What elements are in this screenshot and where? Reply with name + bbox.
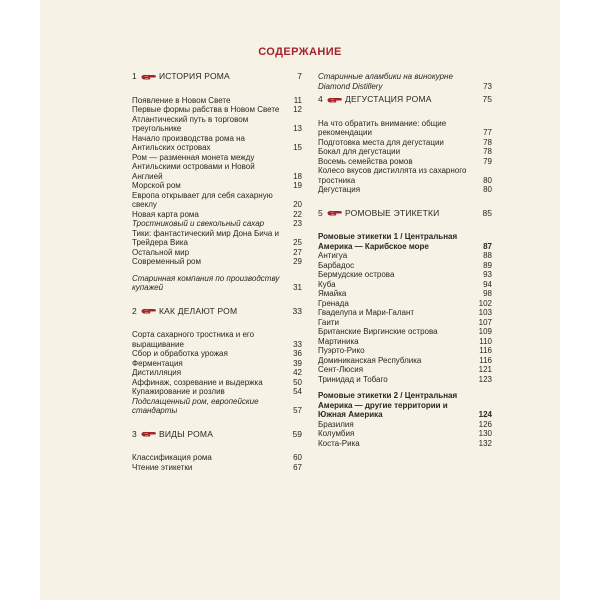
toc-entry[interactable] — [132, 330, 302, 349]
toc-entry-title: Начало производства рома на Антильских островах — [132, 133, 245, 152]
toc-entry-title: Ром — разменная монета между Антильскими островами и Новой Англией — [132, 152, 255, 181]
toc-entry-title: Колесо вкусов дистиллята из сахарного тростника — [318, 166, 467, 185]
toc-entry-page: 89 — [483, 260, 492, 270]
section-page: 75 — [482, 94, 492, 104]
toc-entry-title: Гренада — [318, 298, 349, 308]
page-title: СОДЕРЖАНИЕ — [258, 46, 342, 58]
toc-entry-title: Тринидад и Тобаго — [318, 374, 388, 384]
toc-entry[interactable] — [318, 318, 492, 328]
toc-entry-page: 27 — [293, 247, 302, 257]
toc-entry[interactable] — [318, 439, 492, 449]
toc-entry[interactable] — [132, 181, 302, 191]
toc-entry-title: Антигуа — [318, 251, 348, 260]
toc-entry-page: 109 — [478, 327, 492, 336]
section-number: 1 — [132, 71, 137, 81]
toc-entry-title: Колумбия — [318, 429, 355, 438]
toc-entry[interactable] — [132, 387, 302, 397]
pointing-hand-icon — [141, 430, 157, 438]
toc-entry-title: Мартиника — [318, 336, 359, 346]
toc-entry[interactable] — [132, 257, 302, 267]
section-number: 4 — [318, 94, 323, 104]
toc-entry[interactable] — [132, 368, 302, 378]
toc-entry[interactable] — [318, 72, 492, 91]
toc-entry[interactable] — [318, 420, 492, 430]
toc-entry-page: 78 — [483, 147, 492, 156]
toc-entry-page: 121 — [478, 365, 492, 374]
toc-entry-title: Подслащенный ром, европейские стандарты — [132, 396, 259, 415]
toc-entry-page: 12 — [293, 105, 302, 114]
toc-entry-title: Пуэрто-Рико — [318, 346, 365, 355]
toc-entry-page: 60 — [293, 453, 302, 462]
toc-entry[interactable] — [318, 280, 492, 290]
toc-entry-title: Восемь семейства ромов — [318, 156, 413, 166]
toc-entry[interactable] — [318, 429, 492, 439]
pointing-hand-icon — [141, 73, 157, 81]
section-page: 7 — [297, 71, 302, 81]
section-spacer — [318, 195, 492, 209]
toc-entry[interactable] — [318, 185, 492, 195]
toc-entry-page: 88 — [483, 251, 492, 260]
toc-entry-page: 80 — [483, 185, 492, 194]
toc-entry[interactable] — [318, 261, 492, 271]
toc-entry-page: 110 — [479, 336, 492, 346]
toc-entry-title: Ферментация — [132, 358, 183, 368]
toc-entry-page: 80 — [483, 175, 492, 185]
toc-entry[interactable] — [132, 248, 302, 258]
toc-entry-title: Старинные аламбики на винокурне Diamond Distillery — [318, 72, 453, 91]
toc-entry[interactable] — [132, 134, 302, 153]
section-number: 5 — [318, 207, 323, 218]
toc-entry[interactable] — [132, 229, 302, 248]
toc-entry[interactable] — [132, 105, 302, 115]
section-number: 2 — [132, 305, 137, 316]
toc-entry-title: Ромовые этикетки 2 / Центральная Америка — другие территории и Южная Америка — [318, 391, 458, 419]
toc-entry-page: 87 — [483, 241, 492, 251]
toc-entry-page: 116 — [479, 346, 492, 355]
toc-entry-page: 25 — [293, 238, 302, 247]
toc-entry[interactable] — [132, 219, 302, 229]
toc-entry-page: 33 — [293, 339, 302, 349]
toc-entry-title: Ямайка — [318, 289, 347, 298]
section-page: 33 — [292, 305, 302, 316]
toc-column-left — [132, 72, 302, 472]
toc-entry-title: Бермудские острова — [318, 270, 395, 279]
toc-entry-page: 123 — [478, 374, 492, 384]
toc-column-right — [318, 72, 492, 448]
toc-entry-page: 31 — [293, 283, 302, 292]
book-page — [40, 0, 560, 600]
toc-entry-page: 124 — [478, 410, 492, 419]
section-name: РОМОВЫЕ ЭТИКЕТКИ — [345, 207, 440, 218]
toc-entry[interactable] — [132, 153, 302, 182]
section-name: ИСТОРИЯ РОМА — [159, 71, 230, 81]
toc-entry-page: 78 — [483, 137, 492, 147]
toc-entry-title: Классификация рома — [132, 453, 212, 462]
toc-entry-page: 57 — [293, 406, 302, 415]
toc-entry[interactable] — [318, 365, 492, 375]
section-name: КАК ДЕЛАЮТ РОМ — [159, 305, 238, 316]
toc-entry-page: 39 — [293, 358, 302, 368]
toc-entry-title: Сорта сахарного тростника и его выращивание — [132, 330, 255, 349]
toc-entry-title: Бокал для дегустации — [318, 147, 401, 156]
toc-entry-page: 42 — [293, 368, 302, 377]
toc-entry-title: Сбор и обработка урожая — [132, 349, 228, 358]
toc-entry-title: Тростниковый и свекольный сахар — [132, 219, 265, 228]
toc-entry-page: 107 — [478, 317, 492, 327]
toc-entry[interactable] — [318, 337, 492, 347]
pointing-hand-icon — [141, 307, 157, 315]
toc-entry-title: Чтение этикетки — [132, 462, 193, 472]
toc-entry[interactable] — [132, 274, 302, 293]
toc-entry[interactable] — [318, 289, 492, 299]
toc-entry[interactable] — [318, 166, 492, 185]
toc-entry-title: Атлантический путь в торговом треугольнике — [132, 114, 249, 133]
toc-entry[interactable] — [318, 356, 492, 366]
toc-entry-page: 19 — [293, 181, 302, 190]
toc-entry-title: Европа открывает для себя сахарную свеклу — [132, 190, 273, 209]
toc-entry-page: 36 — [293, 349, 302, 358]
toc-entry-title: Доминиканская Республика — [318, 355, 422, 365]
toc-entry[interactable] — [318, 375, 492, 385]
section-heading[interactable] — [132, 72, 302, 82]
toc-entry[interactable] — [132, 397, 302, 416]
toc-entry-title: Дегустация — [318, 185, 361, 194]
toc-entry-page: 126 — [478, 419, 492, 429]
toc-entry-title: Морской ром — [132, 181, 181, 190]
toc-entry[interactable] — [318, 251, 492, 261]
toc-entry[interactable] — [132, 463, 302, 473]
toc-entry-title: Барбадос — [318, 260, 355, 270]
toc-entry-title: Британские Виргинские острова — [318, 327, 438, 336]
toc-entry-title: Бразилия — [318, 419, 354, 429]
toc-entry-page: 22 — [293, 209, 302, 219]
toc-entry-title: Новая карта рома — [132, 209, 199, 219]
section-heading[interactable] — [318, 95, 492, 105]
toc-entry-page: 20 — [293, 200, 302, 209]
toc-entry-page: 73 — [483, 81, 492, 91]
toc-entry-page: 93 — [483, 270, 492, 279]
toc-entry[interactable] — [318, 119, 492, 138]
toc-entry[interactable] — [318, 308, 492, 318]
toc-entry[interactable] — [132, 359, 302, 369]
section-heading[interactable] — [132, 430, 302, 440]
toc-entry-title: Первые формы рабства в Новом Свете — [132, 105, 280, 114]
toc-entry[interactable] — [132, 191, 302, 210]
pointing-hand-icon — [327, 209, 343, 217]
toc-entry-title: Сент-Люсия — [318, 365, 364, 374]
toc-entry-title: Старинная компания по производству купажей — [132, 273, 280, 292]
toc-entry[interactable] — [318, 147, 492, 157]
toc-entry-page: 132 — [478, 438, 492, 448]
toc-entry[interactable] — [318, 299, 492, 309]
toc-entry-page: 103 — [478, 308, 492, 317]
toc-entry-title: Тики: фантастический мир Дона Бича и Трейдера Вика — [132, 228, 280, 247]
toc-entry[interactable] — [318, 327, 492, 337]
entry-spacer — [132, 267, 302, 274]
toc-entry-title: Гваделупа и Мари-Галант — [318, 308, 415, 317]
toc-entry[interactable] — [132, 96, 302, 106]
toc-entry-page: 98 — [483, 289, 492, 298]
toc-entry-page: 18 — [293, 171, 302, 181]
toc-entry[interactable] — [132, 210, 302, 220]
entry-spacer — [318, 384, 492, 391]
toc-entry-title: Купажирование и розлив — [132, 387, 225, 396]
toc-entry-title: Остальной мир — [132, 247, 190, 257]
toc-entry[interactable] — [132, 349, 302, 359]
toc-entry-title: Ромовые этикетки 1 / Центральная Америка — Карибское море — [318, 232, 458, 251]
toc-entry[interactable] — [318, 232, 492, 251]
toc-entry[interactable] — [318, 346, 492, 356]
section-spacer — [132, 416, 302, 430]
section-page: 85 — [482, 207, 492, 218]
section-heading[interactable] — [132, 307, 302, 317]
toc-entry[interactable] — [318, 138, 492, 148]
section-heading[interactable] — [318, 209, 492, 219]
toc-entry-title: Аффинаж, созревание и выдержка — [132, 377, 263, 387]
toc-entry[interactable] — [318, 157, 492, 167]
toc-entry[interactable] — [132, 378, 302, 388]
toc-entry-title: Гаити — [318, 317, 339, 327]
toc-entry-title: Современный ром — [132, 257, 201, 266]
toc-entry-title: Коста-Рика — [318, 438, 360, 448]
toc-entry-page: 116 — [479, 355, 492, 365]
toc-entry-title: На что обратить внимание: общие рекомендации — [318, 118, 447, 137]
toc-entry-page: 79 — [483, 156, 492, 166]
toc-entry-page: 23 — [293, 219, 302, 228]
toc-entry-page: 50 — [293, 377, 302, 387]
toc-entry[interactable] — [132, 115, 302, 134]
toc-entry-page: 15 — [293, 143, 302, 152]
section-number: 3 — [132, 428, 137, 439]
toc-entry-page: 102 — [478, 298, 492, 308]
toc-entry[interactable] — [132, 453, 302, 463]
toc-entry-page: 94 — [483, 279, 492, 289]
toc-entry-title: Дистилляция — [132, 368, 182, 377]
toc-entry-title: Подготовка места для дегустации — [318, 137, 444, 147]
toc-entry-page: 130 — [478, 429, 492, 438]
toc-entry[interactable] — [318, 270, 492, 280]
toc-entry-title: Появление в Новом Свете — [132, 95, 231, 105]
pointing-hand-icon — [327, 96, 343, 104]
toc-entry-page: 11 — [293, 95, 302, 105]
section-name: ВИДЫ РОМА — [159, 428, 214, 439]
section-name: ДЕГУСТАЦИЯ РОМА — [345, 94, 432, 104]
toc-entry-page: 13 — [293, 124, 302, 133]
toc-entry-page: 77 — [483, 128, 492, 137]
toc-entry[interactable] — [318, 391, 492, 420]
section-page: 59 — [292, 428, 302, 439]
section-spacer — [132, 293, 302, 307]
toc-entry-page: 54 — [293, 387, 302, 396]
toc-entry-page: 29 — [293, 257, 302, 266]
toc-entry-page: 67 — [293, 462, 302, 472]
toc-entry-title: Куба — [318, 279, 336, 289]
